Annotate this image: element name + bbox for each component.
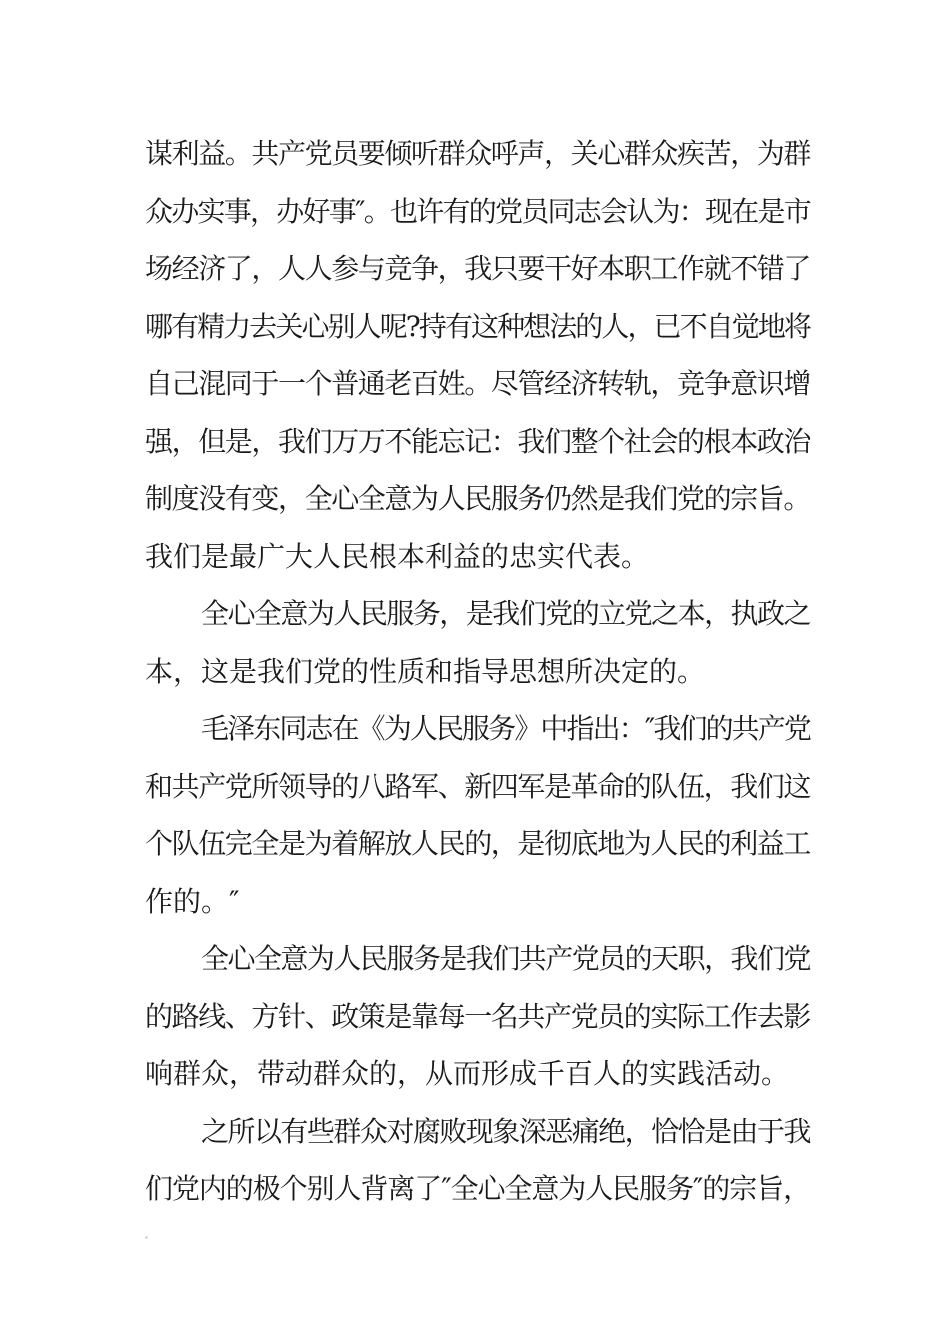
footer-mark — [145, 1236, 148, 1239]
paragraph-1 — [145, 125, 810, 585]
text-line: 响群众，带动群众的，从而形成千百人的实践活动。 — [145, 1057, 790, 1090]
text-line: 全心全意为人民服务，是我们党的立党之本，执政之 — [201, 597, 810, 630]
text-line: 之所以有些群众对腐败现象深恶痛绝，恰恰是由于我 — [201, 1114, 810, 1148]
text-line: 哪有精力去关心别人呢?持有这种想法的人，已不自觉地将 — [145, 309, 810, 343]
text-line: 全心全意为人民服务是我们共产党员的天职，我们党 — [201, 942, 810, 975]
text-line: 场经济了，人人参与竞争，我只要干好本职工作就不错了 — [145, 252, 810, 285]
text-line: 本，这是我们党的性质和指导思想所决定的。 — [145, 654, 706, 688]
paragraph-5 — [145, 1103, 810, 1218]
paragraph-4 — [145, 930, 810, 1103]
text-line: 和共产党所领导的八路军、新四军是革命的队伍，我们这 — [145, 769, 810, 803]
text-line: 制度没有变，全心全意为人民服务仍然是我们党的宗旨。 — [145, 482, 810, 515]
text-line: 毛泽东同志在《为人民服务》中指出：″我们的共产党 — [201, 712, 810, 745]
body-text — [145, 125, 810, 1218]
paragraph-3 — [145, 700, 810, 930]
text-line: 强，但是，我们万万不能忘记：我们整个社会的根本政治 — [145, 424, 810, 458]
text-line: 个队伍完全是为着解放人民的，是彻底地为人民的利益工 — [145, 827, 810, 860]
text-line: 的路线、方针、政策是靠每一名共产党员的实际工作去影 — [145, 999, 810, 1033]
paragraph-2 — [145, 585, 810, 700]
text-line: 作的。″ — [145, 884, 240, 918]
text-line: 谋利益。共产党员要倾听群众呼声，关心群众疾苦，为群 — [145, 137, 810, 170]
text-line: 们党内的极个别人背离了″全心全意为人民服务″的宗旨， — [145, 1172, 810, 1205]
text-line: 我们是最广大人民根本利益的忠实代表。 — [145, 539, 650, 573]
text-line: 自己混同于一个普通老百姓。尽管经济转轨，竞争意识增 — [145, 367, 810, 400]
text-line: 众办实事，办好事″。也许有的党员同志会认为：现在是市 — [145, 194, 810, 228]
